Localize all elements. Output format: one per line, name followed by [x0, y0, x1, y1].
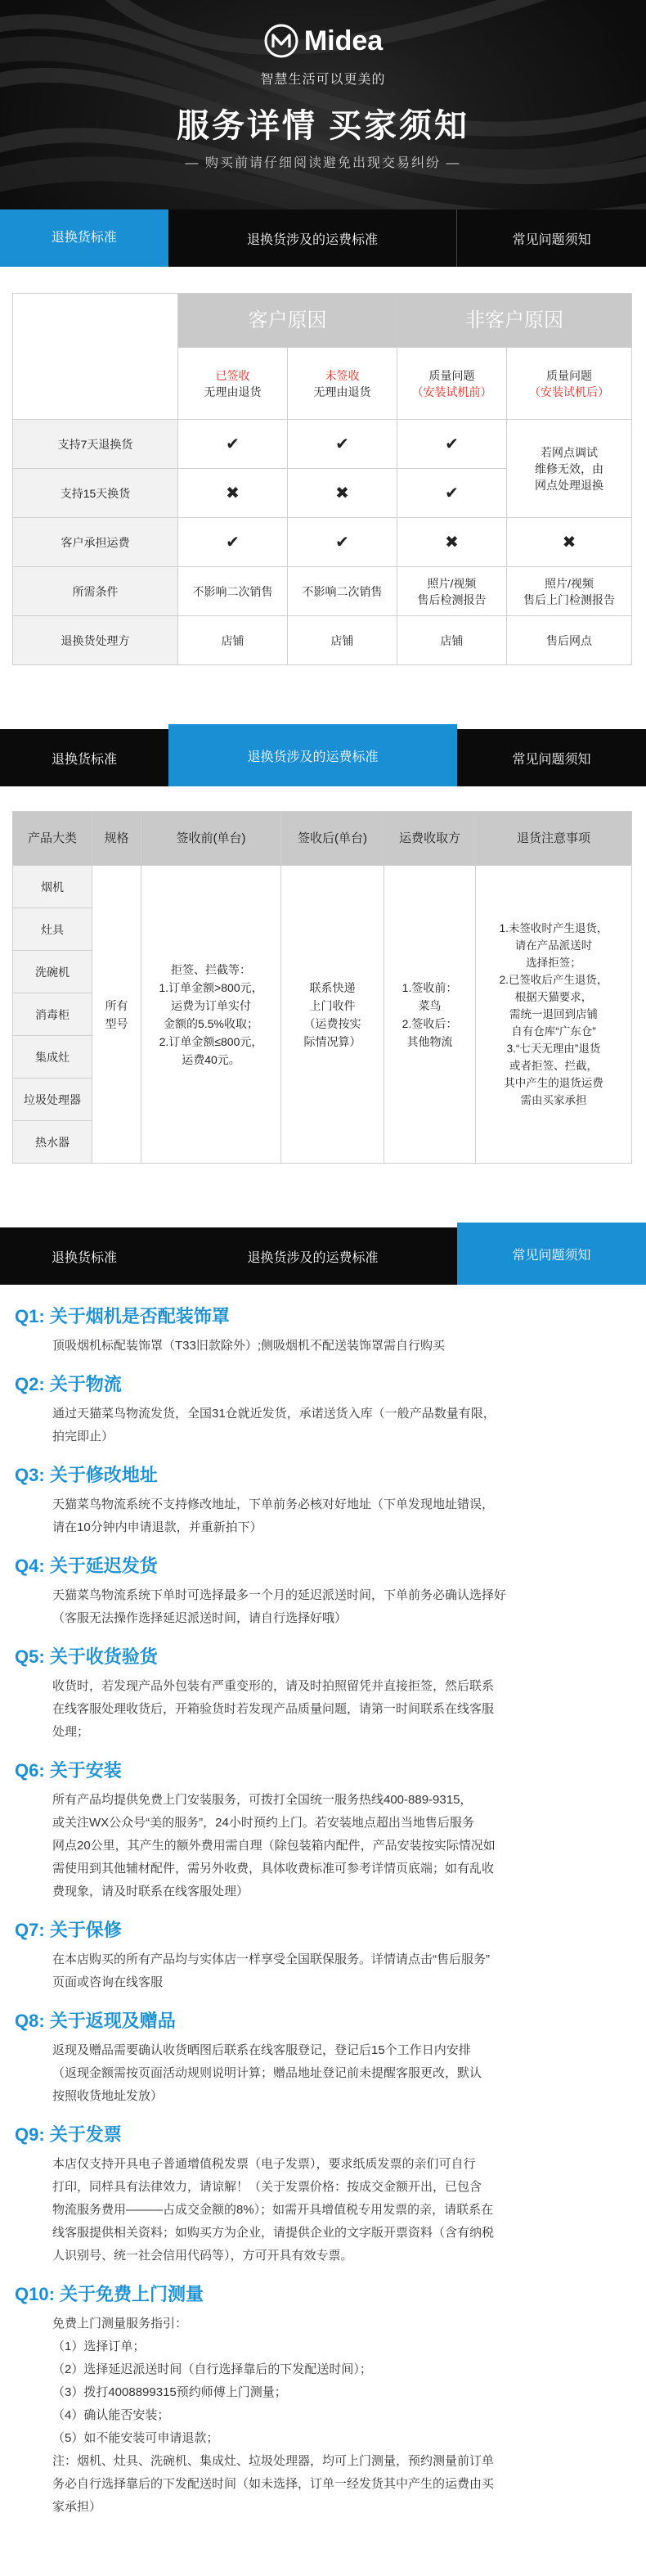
tab-return-standard[interactable]: 退换货标准 — [51, 1250, 117, 1265]
faq-answer-line: 打印，同样具有法律效力，请谅解！（关于发票价格：按成交金额开出，已包含 — [52, 2180, 482, 2194]
faq-answer-line: 免费上门测量服务指引： — [52, 2317, 188, 2331]
faq-answer — [52, 1403, 631, 1448]
faq-answer-line: （4）确认能否安装； — [52, 2408, 170, 2422]
column-header: 产品大类 — [13, 812, 92, 866]
table-cell: 照片/视频 售后上门检测报告 — [507, 567, 632, 616]
tab-bar-1 — [0, 209, 646, 267]
return-notes-cell: 1.未签收时产生退货， 请在产品派送时 选择拒签； 2.已签收后产生退货， 根据天猫要求， 需统一退回到店铺 自有仓库“广东仓” 3.“七天无理由”退货 或者拒签、拦截， 其中产生的退货运费 需由买家承担 — [476, 866, 632, 1164]
before-sign-cell: 拒签、拦截等： 1.订单金额>800元， 运费为订单实付 金额的5.5%收取； 2.订单金额≤800元， 运费40元。 — [141, 866, 281, 1164]
brand-logo-text: Midea — [303, 25, 384, 56]
subheader-reason: 无理由退货 — [204, 385, 262, 399]
subheader-status: 未签收 — [325, 368, 360, 382]
faq-question: Q6: 关于安装 — [15, 1760, 122, 1781]
tab-bar-2 — [0, 729, 646, 786]
column-header: 签收后(单台) — [281, 812, 384, 866]
faq-answer-line: 务必自行选择靠后的下发配送时间（如未选择，订单一经发货其中产生的运费由买 — [52, 2477, 495, 2491]
check-icon: ✔ — [178, 420, 288, 469]
faq-answer-line: 收货时，若发现产品外包装有严重变形的，请及时拍照留凭并直接拒签，然后联系 — [52, 1679, 495, 1693]
table-cell: 店铺 — [178, 616, 288, 665]
faq-answer-line: 天猫菜鸟物流系统不支持修改地址，下单前务必核对好地址（下单发现地址错误， — [52, 1497, 495, 1511]
column-header: 退货注意事项 — [476, 812, 632, 866]
table-cell: 不影响二次销售 — [288, 567, 397, 616]
cross-icon: ✖ — [178, 469, 288, 518]
cross-icon: ✖ — [288, 469, 397, 518]
faq-question: Q1: 关于烟机是否配装饰罩 — [15, 1306, 230, 1326]
header-customer-reason: 客户原因 — [178, 294, 397, 348]
category-cell: 烟机 — [13, 866, 92, 908]
subheader-cell — [397, 348, 507, 420]
row-label: 退换货处理方 — [13, 616, 178, 665]
faq-answer-line: 通过天猫菜鸟物流发货，全国31仓就近发货，承诺送货入库（一般产品数量有限， — [52, 1407, 496, 1421]
faq-answer-line: （2）选择延迟派送时间（自行选择靠后的下发配送时间）； — [52, 2362, 372, 2376]
tab-return-standard[interactable]: 退换货标准 — [0, 205, 168, 267]
faq-answer-line: 天猫菜鸟物流系统下单时可选择最多一个月的延迟派送时间，下单前务必确认选择好 — [52, 1588, 507, 1602]
faq-question: Q5: 关于收货验货 — [15, 1646, 158, 1667]
faq-answer-line: 按照收货地址发放） — [52, 2089, 164, 2103]
faq-answer-line: （返现金额需按页面活动规则说明计算；赠品地址登记前未提醒客服更改，默认 — [52, 2066, 482, 2080]
faq-question: Q3: 关于修改地址 — [15, 1465, 158, 1485]
column-header: 运费收取方 — [384, 812, 476, 866]
subheader-cell — [288, 348, 397, 420]
table-cell: 售后网点 — [507, 616, 632, 665]
category-cell: 垃圾处理器 — [13, 1079, 92, 1121]
faq-answer — [52, 1584, 631, 1630]
row-label: 支持15天换货 — [13, 469, 178, 518]
faq-answer — [52, 1789, 631, 1903]
faq-answer-line: 物流服务费用———占成交金额的8%）；如需开具增值税专用发票的亲，请联系在 — [52, 2203, 494, 2217]
column-header: 签收前(单台) — [141, 812, 281, 866]
faq-answer-line: 注：烟机、灶具、洗碗机、集成灶、垃圾处理器，均可上门测量，预约测量前订单 — [52, 2454, 495, 2468]
faq-question: Q8: 关于返现及赠品 — [15, 2011, 176, 2031]
subheader-cell — [507, 348, 632, 420]
cross-icon: ✖ — [507, 518, 632, 567]
faq-answer-line: 在本店购买的所有产品均与实体店一样享受全国联保服务。详情请点击“售后服务” — [52, 1952, 490, 1966]
faq-answer-line: 网点20公里，其产生的额外费用需自理（除包装箱内配件，产品安装按实际情况如 — [52, 1839, 496, 1853]
header-noncustomer-reason: 非客户原因 — [397, 294, 632, 348]
faq-answer-line: 或关注WX公众号“美的服务”，24小时预约上门。若安装地点超出当地售后服务 — [52, 1816, 474, 1830]
brand-slogan: 智慧生活可以更美的 — [260, 73, 386, 87]
faq-answer — [52, 2313, 631, 2519]
hero-banner — [0, 0, 646, 209]
faq-answer-line: 拍完即止） — [52, 1430, 114, 1443]
faq-answer — [52, 1493, 631, 1539]
faq-question: Q9: 关于发票 — [15, 2124, 122, 2145]
page-title: 服务详情 买家须知 — [176, 108, 470, 144]
faq-answer — [52, 1675, 631, 1744]
row-label: 客户承担运费 — [13, 518, 178, 567]
tab-freight-standard[interactable]: 退换货涉及的运费标准 — [247, 1250, 379, 1265]
tab-freight-standard[interactable]: 退换货涉及的运费标准 — [247, 232, 379, 247]
faq-answer — [52, 2039, 631, 2108]
subheader-status: 已签收 — [215, 368, 250, 382]
table-cell: 不影响二次销售 — [178, 567, 288, 616]
table-cell: 照片/视频 售后检测报告 — [397, 567, 507, 616]
page-subtitle: — 购买前请仔细阅读避免出现交易纠纷 — — [185, 156, 461, 170]
column-header: 规格 — [92, 812, 141, 866]
faq-answer-line: （5）如不能安装可申请退款； — [52, 2431, 219, 2445]
tab-bar-3 — [0, 1227, 646, 1285]
faq-section — [0, 1285, 646, 2519]
subheader-note: （安装试机后） — [529, 385, 609, 399]
faq-answer-line: 所有产品均提供免费上门安装服务，可拨打全国统一服务热线400-889-9315， — [52, 1793, 473, 1807]
faq-question: Q2: 关于物流 — [15, 1374, 122, 1394]
row-label: 支持7天退换货 — [13, 420, 178, 469]
merged-note-cell: 若网点调试 维修无效，由 网点处理退换 — [507, 420, 632, 518]
faq-answer-line: 返现及赠品需要确认收货晒图后联系在线客服登记，登记后15个工作日内安排 — [52, 2043, 471, 2057]
category-cell: 消毒柜 — [13, 993, 92, 1036]
after-sign-cell: 联系快递 上门收件 （运费按实 际情况算） — [281, 866, 384, 1164]
check-icon: ✔ — [288, 518, 397, 567]
cross-icon: ✖ — [397, 518, 507, 567]
row-label: 所需条件 — [13, 567, 178, 616]
freight-table — [12, 811, 632, 1164]
table-cell: 店铺 — [397, 616, 507, 665]
check-icon: ✔ — [397, 469, 507, 518]
table-corner-cell — [13, 294, 178, 420]
faq-answer-line: 费现象，请及时联系在线客服处理） — [52, 1885, 249, 1898]
faq-answer-line: （客服无法操作选择延迟派送时间，请自行选择好哦） — [52, 1611, 348, 1625]
faq-answer-line: 人识别号、统一社会信用代码等），方可开具有效专票。 — [52, 2249, 353, 2263]
faq-answer-line: 本店仅支持开具电子普通增值税发票（电子发票），要求纸质发票的亲们可自行 — [52, 2157, 476, 2171]
tab-return-standard[interactable]: 退换货标准 — [51, 752, 117, 767]
check-icon: ✔ — [178, 518, 288, 567]
section-spacer — [0, 665, 646, 729]
faq-answer-line: 请在10分钟内申请退款，并重新拍下） — [52, 1520, 262, 1534]
faq-question: Q10: 关于免费上门测量 — [15, 2284, 204, 2304]
faq-answer — [52, 2153, 631, 2268]
check-icon: ✔ — [397, 420, 507, 469]
section-spacer — [0, 1164, 646, 1227]
midea-logo-icon — [263, 23, 299, 59]
subheader-status: 质量问题 — [428, 368, 475, 382]
faq-answer-line: 家承担） — [52, 2500, 102, 2514]
faq-question: Q7: 关于保修 — [15, 1920, 122, 1940]
payer-cell: 1.签收前： 菜鸟 2.签收后： 其他物流 — [384, 866, 476, 1164]
spec-cell: 所有 型号 — [92, 866, 141, 1164]
faq-answer-line: 页面或咨询在线客服 — [52, 1975, 164, 1989]
subheader-note: （安装试机前） — [411, 385, 492, 399]
tab-faq[interactable]: 常见问题须知 — [512, 752, 591, 767]
tab-freight-standard[interactable]: 退换货涉及的运费标准 — [168, 724, 457, 786]
faq-answer-line: 需使用到其他辅材配件，需另外收费，具体收费标准可参考详情页底端；如有乱收 — [52, 1862, 495, 1876]
category-cell: 热水器 — [13, 1121, 92, 1164]
tab-faq[interactable]: 常见问题须知 — [457, 1223, 646, 1285]
category-cell: 灶具 — [13, 908, 92, 951]
check-icon: ✔ — [288, 420, 397, 469]
faq-answer — [52, 1335, 631, 1358]
faq-answer-line: 处理； — [52, 1725, 90, 1739]
subheader-reason: 无理由退货 — [313, 385, 371, 399]
page-footer-space — [0, 2519, 646, 2543]
faq-answer — [52, 1948, 631, 1994]
faq-answer-line: 线客服提供相关资料；如购买方为企业，请提供企业的文字版开票资料（含有纳税 — [52, 2226, 495, 2240]
category-cell: 洗碗机 — [13, 951, 92, 993]
faq-answer-line: 在线客服处理收货后，开箱验货时若发现产品质量问题，请第一时间联系在线客服 — [52, 1702, 495, 1716]
faq-answer-line: （3）拨打4008899315预约师傅上门测量； — [52, 2385, 287, 2399]
subheader-cell — [178, 348, 288, 420]
subheader-status: 质量问题 — [546, 368, 592, 382]
faq-answer-line: 顶吸烟机标配装饰罩（T33旧款除外）;侧吸烟机不配送装饰罩需自行购买 — [52, 1339, 446, 1353]
category-cell: 集成灶 — [13, 1036, 92, 1079]
return-table — [12, 293, 632, 665]
table-cell: 店铺 — [288, 616, 397, 665]
tab-faq[interactable]: 常见问题须知 — [512, 232, 591, 247]
faq-answer-line: （1）选择订单； — [52, 2340, 146, 2353]
brand-logo — [0, 23, 646, 63]
faq-question: Q4: 关于延迟发货 — [15, 1556, 158, 1576]
